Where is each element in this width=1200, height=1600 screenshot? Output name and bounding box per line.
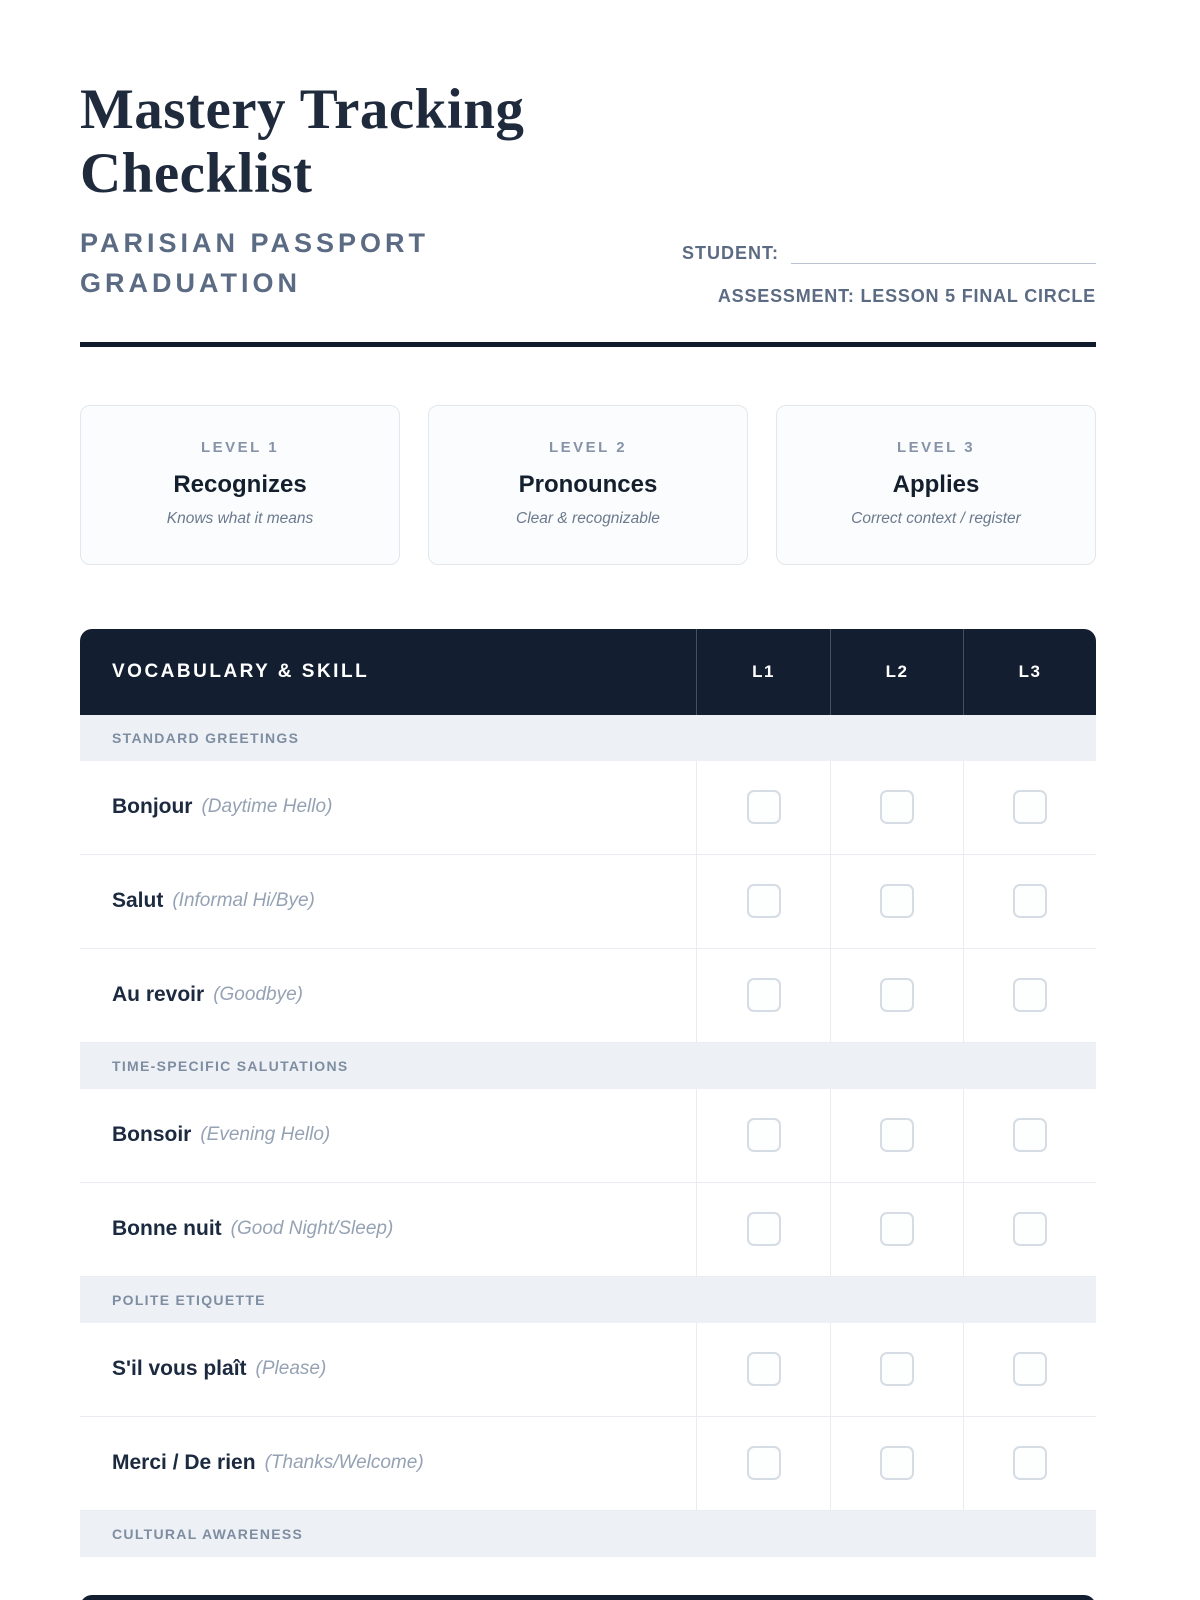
level-card-2 [428,405,748,565]
student-label: STUDENT: [682,243,779,263]
table-row [80,1089,1096,1183]
check-cell-l2 [830,855,963,948]
table-row [80,949,1096,1043]
level-label: LEVEL 2 [548,438,628,456]
vocab-term: Bonne nuit [112,1217,222,1241]
check-cell-l3 [963,1323,1096,1416]
checkbox-l3[interactable] [1013,1352,1047,1386]
vocab-note: (Daytime Hello) [201,796,333,818]
mastery-table [80,629,1096,1557]
column-header-l3: L3 [963,629,1096,715]
vocab-cell [80,1417,696,1510]
check-cell-l1 [696,1417,830,1510]
level-label: LEVEL 1 [200,438,280,456]
level-card-1 [80,405,400,565]
table-row [80,761,1096,855]
vocab-cell [80,1323,696,1416]
check-cell-l1 [696,761,830,854]
level-description: Correct context / register [851,509,1021,527]
checkbox-l2[interactable] [880,1212,914,1246]
section-header: TIME-SPECIFIC SALUTATIONS [80,1043,1096,1089]
check-cell-l2 [830,1183,963,1276]
checkbox-l1[interactable] [747,1352,781,1386]
section-header: STANDARD GREETINGS [80,715,1096,761]
level-description: Knows what it means [166,509,314,527]
check-cell-l1 [696,1183,830,1276]
column-header-l2: L2 [830,629,963,715]
check-cell-l3 [963,949,1096,1042]
table-body [80,715,1096,1557]
next-table-header-partial [80,1595,1096,1600]
checkbox-l2[interactable] [880,1352,914,1386]
vocab-note: (Thanks/Welcome) [264,1452,424,1474]
checkbox-l1[interactable] [747,1446,781,1480]
vocab-term: Au revoir [112,983,205,1007]
section-header: CULTURAL AWARENESS [80,1511,1096,1557]
checkbox-l3[interactable] [1013,1118,1047,1152]
check-cell-l1 [696,1089,830,1182]
level-title: Recognizes [173,470,307,498]
vocab-term: S'il vous plaît [112,1357,247,1381]
page-subtitle: PARISIAN PASSPORT GRADUATION [80,227,430,299]
check-cell-l2 [830,1323,963,1416]
table-row [80,1323,1096,1417]
check-cell-l3 [963,855,1096,948]
vocab-term: Merci / De rien [112,1451,256,1475]
vocab-term: Bonjour [112,795,193,819]
vocab-note: (Please) [255,1358,327,1380]
page-title: Mastery Tracking Checklist [80,78,525,206]
checkbox-l3[interactable] [1013,790,1047,824]
vocab-cell [80,1183,696,1276]
level-title: Applies [892,470,980,498]
check-cell-l1 [696,855,830,948]
level-legend [80,405,1096,565]
vocab-cell [80,1089,696,1182]
vocab-term: Salut [112,889,164,913]
check-cell-l2 [830,761,963,854]
checkbox-l1[interactable] [747,1212,781,1246]
checkbox-l2[interactable] [880,978,914,1012]
level-label: LEVEL 3 [896,438,976,456]
check-cell-l3 [963,1183,1096,1276]
checkbox-l1[interactable] [747,884,781,918]
vocab-note: (Good Night/Sleep) [230,1218,394,1240]
vocab-cell [80,855,696,948]
checkbox-l1[interactable] [747,790,781,824]
vocab-note: (Informal Hi/Bye) [172,890,315,912]
checkbox-l2[interactable] [880,1118,914,1152]
column-header-l1: L1 [696,629,830,715]
checkbox-l3[interactable] [1013,978,1047,1012]
vocab-note: (Evening Hello) [200,1124,331,1146]
table-row [80,1183,1096,1277]
checkbox-l2[interactable] [880,790,914,824]
student-block [682,240,1096,307]
header-divider [80,342,1096,347]
checkbox-l3[interactable] [1013,1212,1047,1246]
table-row [80,855,1096,949]
check-cell-l3 [963,1089,1096,1182]
vocab-cell [80,949,696,1042]
checkbox-l1[interactable] [747,1118,781,1152]
checkbox-l2[interactable] [880,1446,914,1480]
vocab-note: (Goodbye) [213,984,303,1006]
column-header-skill: VOCABULARY & SKILL [112,660,370,682]
check-cell-l2 [830,1089,963,1182]
check-cell-l3 [963,1417,1096,1510]
vocab-term: Bonsoir [112,1123,192,1147]
table-row [80,1417,1096,1511]
checkbox-l1[interactable] [747,978,781,1012]
checkbox-l3[interactable] [1013,1446,1047,1480]
level-title: Pronounces [518,470,658,498]
checkbox-l3[interactable] [1013,884,1047,918]
check-cell-l3 [963,761,1096,854]
student-name-field[interactable] [791,240,1096,264]
check-cell-l1 [696,1323,830,1416]
table-header [80,629,1096,715]
section-header: POLITE ETIQUETTE [80,1277,1096,1323]
check-cell-l1 [696,949,830,1042]
check-cell-l2 [830,949,963,1042]
vocab-cell [80,761,696,854]
check-cell-l2 [830,1417,963,1510]
assessment-label: ASSESSMENT: LESSON 5 FINAL CIRCLE [717,286,1096,306]
checklist-page [80,0,1096,1600]
level-card-3 [776,405,1096,565]
checkbox-l2[interactable] [880,884,914,918]
level-description: Clear & recognizable [516,509,660,527]
